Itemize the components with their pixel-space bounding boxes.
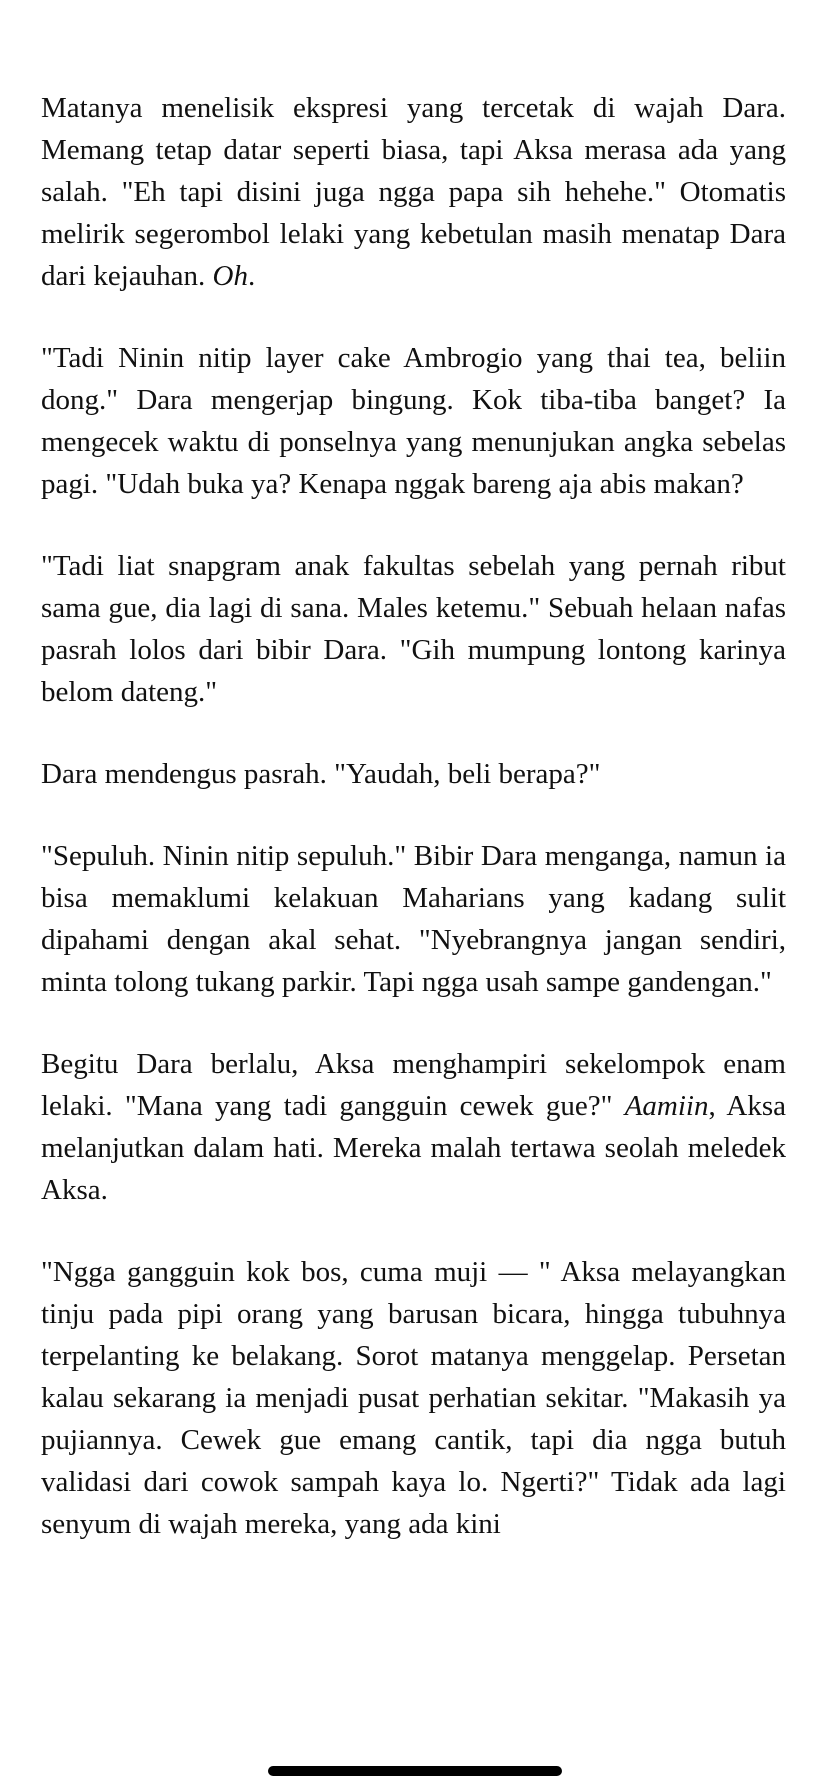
- italic-text-segment: Oh: [212, 260, 248, 292]
- text-segment: "Tadi liat snapgram anak fakultas sebelah yang pernah ribut sama gue, dia lagi di sana. Males ketemu." Sebuah helaan nafas pasrah lolos dari bibir Dara. "Gih mumpung lontong karinya belom dateng.": [41, 550, 786, 708]
- text-segment: Matanya menelisik ekspresi yang tercetak di wajah Dara. Memang tetap datar seperti biasa, tapi Aksa merasa ada yang salah. "Eh tapi disini juga ngga papa sih hehehe." Otomatis melirik segerombol lelaki yang kebetulan masih menatap Dara dari kejauhan.: [41, 92, 786, 292]
- italic-text-segment: Aamiin: [624, 1090, 709, 1122]
- text-segment: .: [247, 260, 256, 292]
- paragraph-7: [41, 1251, 786, 1545]
- paragraph-1: [41, 87, 786, 297]
- text-segment: Dara mendengus pasrah. "Yaudah, beli berapa?": [41, 758, 601, 790]
- text-segment: , Aksa melanjutkan dalam hati. Mereka malah tertawa seolah meledek Aksa.: [41, 1090, 786, 1206]
- paragraph-2: [41, 337, 786, 505]
- reading-area[interactable]: [41, 87, 786, 1585]
- home-indicator[interactable]: [268, 1766, 562, 1776]
- text-segment: "Tadi Ninin nitip layer cake Ambrogio yang thai tea, beliin dong." Dara mengerjap bingung. Kok tiba-tiba banget? Ia mengecek waktu di ponselnya yang menunjukan angka sebelas pagi. "Udah buka ya? Kenapa nggak bareng aja abis makan?: [41, 342, 786, 500]
- paragraph-6: [41, 1043, 786, 1211]
- text-segment: Begitu Dara berlalu, Aksa menghampiri sekelompok enam lelaki. "Mana yang tadi gangguin cewek gue?": [41, 1048, 786, 1122]
- paragraph-4: [41, 753, 786, 795]
- text-segment: "Ngga gangguin kok bos, cuma muji — " Aksa melayangkan tinju pada pipi orang yang barusan bicara, hingga tubuhnya terpelanting ke belakang. Sorot matanya menggelap. Persetan kalau sekarang ia menjadi pusat perhatian sekitar. "Makasih ya pujiannya. Cewek gue emang cantik, tapi dia ngga butuh validasi dari cowok sampah kaya lo. Ngerti?" Tidak ada lagi senyum di wajah mereka, yang ada kini: [41, 1256, 786, 1540]
- paragraph-3: [41, 545, 786, 713]
- paragraph-5: [41, 835, 786, 1003]
- text-segment: "Sepuluh. Ninin nitip sepuluh." Bibir Dara menganga, namun ia bisa memaklumi kelakuan Maharians yang kadang sulit dipahami dengan akal sehat. "Nyebrangnya jangan sendiri, minta tolong tukang parkir. Tapi ngga usah sampe gandengan.": [41, 840, 786, 998]
